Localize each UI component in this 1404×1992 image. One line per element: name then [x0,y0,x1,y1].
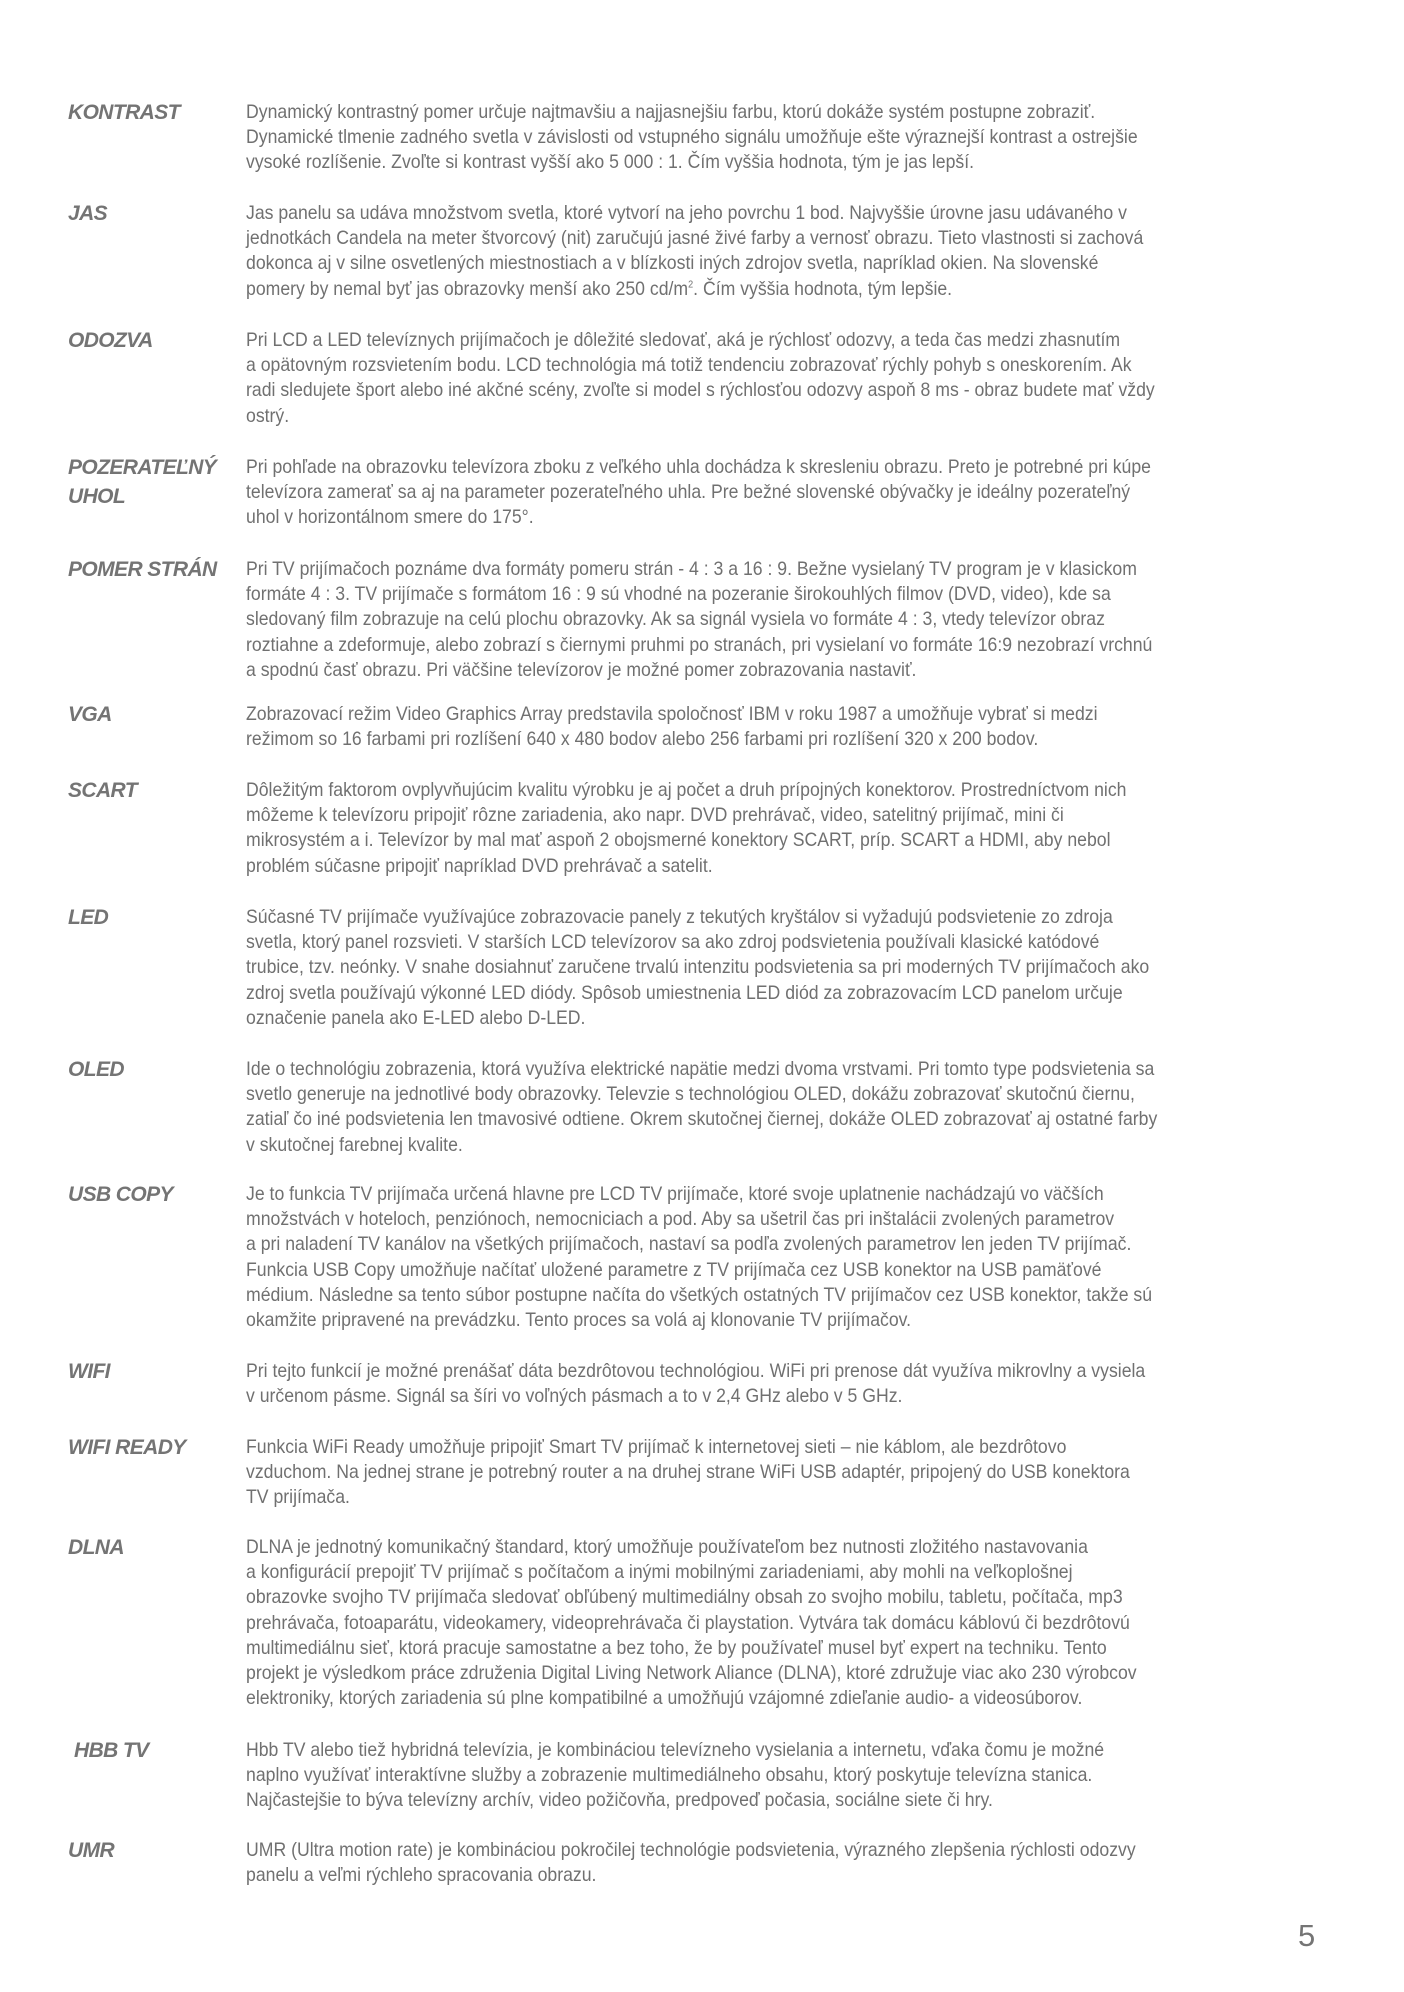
description-line: médium. Následne sa tento súbor postupne načíta do všetkých ostatných TV prijímačov cez USB konektor, takže sú [246,1283,1153,1306]
description-line: okamžite pripravené na prevádzku. Tento proces sa volá aj klonovanie TV prijímačov. [246,1309,912,1332]
description-line: Pri pohľade na obrazovku televízora zboku z veľkého uhla dochádza k skresleniu obrazu. Preto je potrebné pri kúpe [246,456,1151,478]
description-line: v určenom pásme. Signál sa šíri vo voľných pásmach a to v 2,4 GHz alebo v 5 GHz. [246,1385,903,1408]
description-line: Pri TV prijímačoch poznáme dva formáty pomeru strán - 4 : 3 a 16 : 9. Bežne vysielaný TV program je v klasickom [246,558,1137,580]
description-line: problém súčasne pripojiť napríklad DVD prehrávač a satelit. [246,854,713,877]
description-line: panelu a veľmi rýchleho spracovania obrazu. [246,1864,597,1887]
term-description [246,905,1326,1031]
description-line: uhol v horizontálnom smere do 175°. [246,506,534,529]
term-description [246,1435,1326,1511]
term-label: LED [68,906,109,929]
description-line: zatiaľ čo iné podsvietenia len tmavosivé odtiene. Okrem skutočnej čiernej, dokáže OLED zobrazovať aj ostatné farby [246,1108,1158,1131]
description-line: multimediálnu sieť, ktorá pracuje samostatne a bez toho, že by používateľ musel byť expert na techniku. Tento [246,1636,1107,1659]
description-line: Hbb TV alebo tiež hybridná televízia, je kombináciou televízneho vysielania a internetu, vďaka čomu je možné [246,1739,1105,1761]
description-line: formáte 4 : 3. TV prijímače s formátom 16 : 9 sú vhodné na pozeranie širokouhlých filmov (DVD, video), kde sa [246,583,1111,606]
description-line: obrazovke svojho TV prijímača sledovať obľúbený multimediálny obsah zo svojho mobilu, tabletu, počítača, mp3 [246,1586,1123,1609]
description-line: roztiahne a zdeformuje, alebo zobrazí s čiernymi pruhmi po stranách, pri vysielaní vo formáte 16:9 nezobrazí vrchnú [246,633,1153,656]
term-label: WIFI [68,1360,110,1383]
term-label [68,453,238,511]
description-line: Pri tejto funkcií je možné prenášať dáta bezdrôtovou technológiou. WiFi pri prenose dát využíva mikrovlny a vysiela [246,1360,1146,1382]
description-line: zdroj svetla používajú výkonné LED diódy. Spôsob umiestnenia LED diód za zobrazovacím LCD panelom určuje [246,981,1123,1004]
description-line: a spodnú časť obrazu. Pri väčšine televízorov je možné pomer zobrazovania nastaviť. [246,658,917,681]
term-label-line: UHOL [68,485,126,508]
term-label: UMR [68,1839,115,1862]
description-line: Najčastejšie to býva televízny archív, video požičovňa, predpoveď počasia, sociálne siete či hry. [246,1789,993,1812]
term-label: VGA [68,703,112,726]
term-description [246,702,1326,752]
description-line: Funkcia WiFi Ready umožňuje pripojiť Smart TV prijímač k internetovej sieti – nie káblom, ale bezdrôtovo [246,1436,1067,1458]
description-line: Je to funkcia TV prijímača určená hlavne pre LCD TV prijímače, ktoré svoje uplatnenie nachádzajú vo väčších [246,1183,1104,1205]
term-description [246,1182,1326,1333]
description-line: a opätovným rozsvietením bodu. LCD technológia má totiž tendenciu zobrazovať rýchly pohyb s oneskorením. Ak [246,354,1132,377]
term-label: DLNA [68,1536,124,1559]
description-line: Súčasné TV prijímače využívajúce zobrazovacie panely z tekutých kryštálov si vyžadujú podsvietenie zo zdroja [246,906,1113,928]
description-line: svetla, ktorý panel rozsvieti. V starších LCD televízorov sa ako zdroj podsvietenia používali klasické katódové [246,931,1100,954]
term-description [246,100,1326,176]
description-line: označenie panela ako E-LED alebo D-LED. [246,1006,586,1029]
description-line: sledovaný film zobrazuje na celú plochu obrazovky. Ak sa signál vysiela vo formáte 4 : 3, vtedy televízor obraz [246,608,1105,631]
description-line: prehrávača, fotoaparátu, videokamery, videoprehrávača či playstation. Vytvára tak domácu káblovú či bezdrôtovú [246,1611,1130,1634]
term-description [246,1838,1326,1888]
term-description [246,778,1326,879]
description-line: radi sledujete šport alebo iné akčné scény, zvoľte si model s rýchlosťou odozvy aspoň 8 ms - obraz budete mať vždy [246,379,1155,402]
term-label: OLED [68,1058,124,1081]
term-description [246,201,1326,302]
term-label: JAS [68,202,108,225]
description-line: svetlo generuje na jednotlivé body obrazovky. Televzie s technológiou OLED, dokážu zobrazovať skutočnú čiernu, [246,1083,1135,1106]
superscript: 2 [688,279,694,291]
term-label: ODOZVA [68,329,153,352]
description-line: TV prijímača. [246,1486,350,1509]
description-line: v skutočnej farebnej kvalite. [246,1133,463,1156]
term-description [246,1359,1326,1409]
description-line: trubice, tzv. neónky. V snahe dosiahnuť zaručene trvalú intenzitu podsvietenia sa pri moderných TV prijímačoch ako [246,956,1150,979]
description-line: jednotkách Candela na meter štvorcový (nit) zaručujú jasné živé farby a vernosť obrazu. Tieto vlastnosti si zachová [246,227,1144,250]
term-description [246,455,1326,531]
description-line: Dynamický kontrastný pomer určuje najtmavšiu a najjasnejšiu farbu, ktorú dokáže systém postupne zobraziť. [246,101,1096,123]
description-line: Zobrazovací režim Video Graphics Array predstavila spoločnosť IBM v roku 1987 a umožňuje vybrať si medzi [246,703,1098,725]
term-label: SCART [68,779,137,802]
term-description [246,1535,1326,1711]
description-line: množstvách v hoteloch, penziónoch, nemocniciach a pod. Aby sa ušetril čas pri inštalácii zvolených parametrov [246,1208,1115,1231]
description-line: elektroniky, ktorých zariadenia sú plne kompatibilné a umožňujú vzájomné zdieľanie audio- a videosúborov. [246,1687,1083,1710]
description-line: vysoké rozlíšenie. Zvoľte si kontrast vyšší ako 5 000 : 1. Čím vyššia hodnota, tým je jas lepší. [246,151,975,174]
description-line: dokonca aj v silne osvetlených miestnostiach a v blízkosti iných zdrojov svetla, napríklad okien. Na slovenské [246,252,1099,275]
term-label: WIFI READY [68,1436,186,1459]
description-line: Ide o technológiu zobrazenia, ktorá využíva elektrické napätie medzi dvoma vrstvami. Pri tomto type podsvietenia sa [246,1058,1155,1080]
description-line: naplno využívať interaktívne služby a zobrazenie multimediálneho obsahu, ktorý poskytuje televízna stanica. [246,1764,1093,1787]
description-line: Dynamické tlmenie zadného svetla v závislosti od vstupného signálu umožňuje ešte výraznejší kontrast a ostrejšie [246,126,1138,149]
description-line: môžeme k televízoru pripojiť rôzne zariadenia, ako napr. DVD prehrávač, video, satelitný prijímač, mini či [246,804,1064,827]
term-description [246,328,1326,429]
term-description [246,1738,1326,1814]
term-label-line: POZERATEĽNÝ [68,456,217,479]
line-text: pomery by nemal byť jas obrazovky menší ako 250 cd/m [246,277,689,300]
description-line: televízora zamerať sa aj na parameter pozerateľného uhla. Pre bežné slovenské obývačky je ideálny pozerateľný [246,481,1131,504]
term-label: HBB TV [74,1739,149,1762]
term-description [246,557,1326,683]
page-number: 5 [1298,1918,1316,1953]
description-line: režimom so 16 farbami pri rozlíšení 640 x 480 bodov alebo 256 farbami pri rozlíšení 320 x 200 bodov. [246,728,1039,751]
description-line [246,277,1223,302]
description-line: Jas panelu sa udáva množstvom svetla, ktoré vytvorí na jeho povrchu 1 bod. Najvyššie úrovne jasu udávaného v [246,202,1127,224]
description-line: ostrý. [246,404,290,427]
line-text: . Čím vyššia hodnota, tým lepšie. [693,277,953,300]
description-line: Funkcia USB Copy umožňuje načítať uložené parametre z TV prijímača cez USB konektor na USB pamäťové [246,1258,1102,1281]
description-line: mikrosystém a i. Televízor by mal mať aspoň 2 obojsmerné konektory SCART, príp. SCART a HDMI, aby nebol [246,829,1111,852]
description-line: a konfigurácií prepojiť TV prijímač s počítačom a inými mobilnými zariadeniami, aby mohli na veľkoplošnej [246,1561,1073,1584]
description-line: projekt je výsledkom práce združenia Digital Living Network Aliance (DLNA), ktoré združuje viac ako 230 výrobcov [246,1662,1137,1685]
term-label: POMER STRÁN [68,558,217,581]
description-line: DLNA je jednotný komunikačný štandard, ktorý umožňuje používateľom bez nutnosti zložitého nastavovania [246,1536,1088,1558]
description-line: vzduchom. Na jednej strane je potrebný router a na druhej strane WiFi USB adaptér, pripojený do USB konektora [246,1461,1130,1484]
description-line: Dôležitým faktorom ovplyvňujúcim kvalitu výrobku je aj počet a druh prípojných konektorov. Prostredníctvom nich [246,779,1127,801]
description-line: a pri naladení TV kanálov na všetkých prijímačoch, nastaví sa podľa zvolených parametrov len jeden TV prijímač. [246,1233,1132,1256]
term-label: USB COPY [68,1183,173,1206]
description-line: Pri LCD a LED televíznych prijímačoch je dôležité sledovať, aká je rýchlosť odozvy, a teda čas medzi zhasnutím [246,329,1121,351]
term-description [246,1057,1326,1158]
description-line: UMR (Ultra motion rate) je kombináciou pokročilej technológie podsvietenia, výrazného zlepšenia rýchlosti odozvy [246,1839,1136,1861]
term-label: KONTRAST [68,101,180,124]
